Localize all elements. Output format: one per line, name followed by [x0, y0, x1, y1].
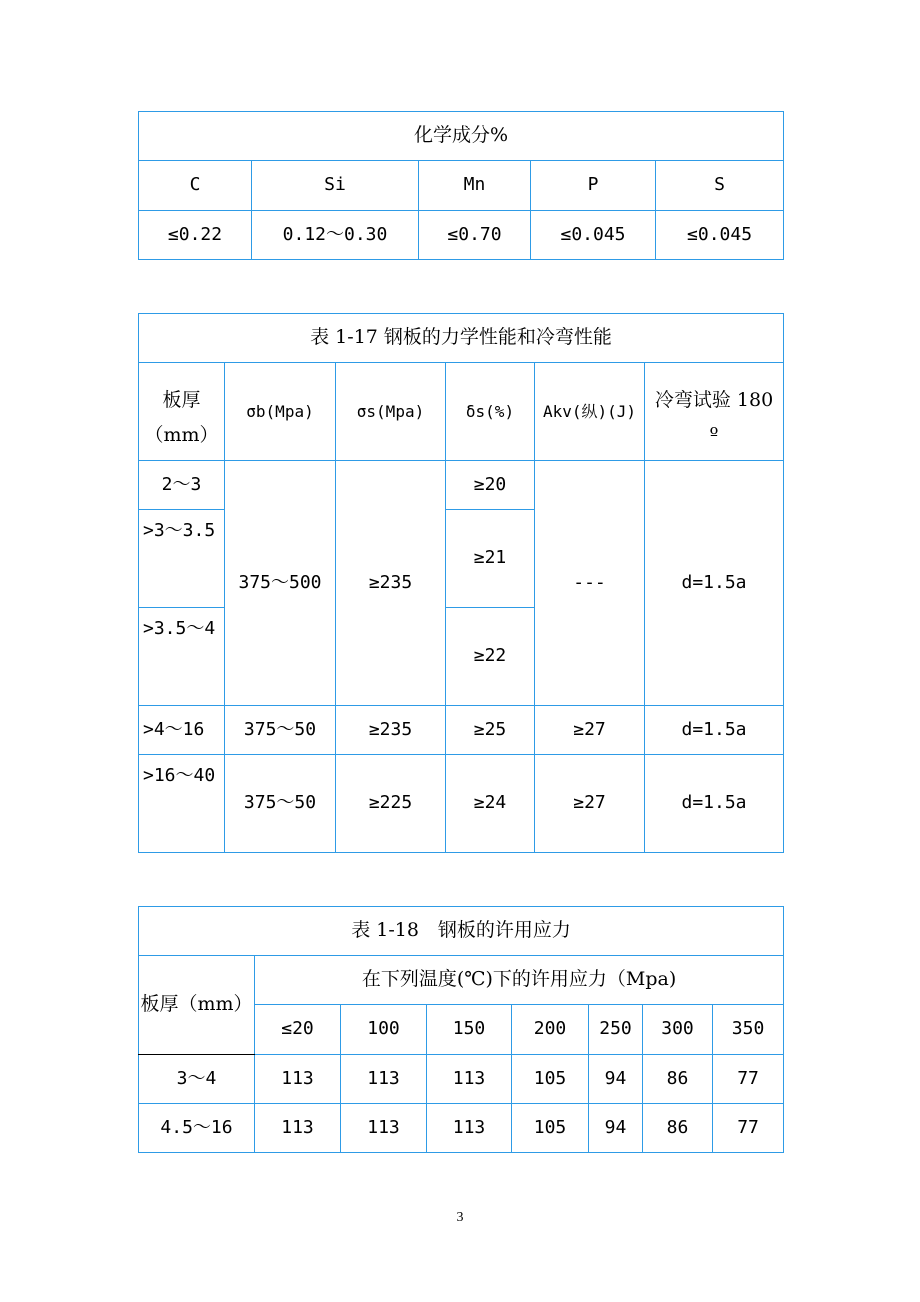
- stress-cell: 113: [341, 1104, 427, 1153]
- thickness-cell: 2～3: [139, 461, 225, 510]
- ds-cell: ≥24: [446, 755, 535, 853]
- stress-cell: 94: [589, 1055, 643, 1104]
- chemical-composition-table: [138, 111, 784, 260]
- header-ds: δs(%): [446, 363, 535, 461]
- ds-cell: ≥25: [446, 706, 535, 755]
- stress-cell: 113: [255, 1104, 341, 1153]
- header-thickness-line1: 板厚: [162, 388, 201, 411]
- header-thickness: 板厚（mm）: [139, 956, 255, 1055]
- sb-cell: 375～50: [225, 755, 336, 853]
- header-thickness-line2: （mm）: [144, 423, 219, 446]
- col-header-mn: Mn: [419, 161, 531, 211]
- header-bend: [645, 363, 784, 461]
- temp-header: 250: [589, 1005, 643, 1055]
- header-ss: σs(Mpa): [336, 363, 446, 461]
- stress-cell: 113: [255, 1055, 341, 1104]
- header-bend-line1: 冷弯试验 180: [654, 388, 774, 411]
- thickness-cell: 4.5～16: [139, 1104, 255, 1153]
- ds-cell: ≥20: [446, 461, 535, 510]
- temp-header: 350: [713, 1005, 784, 1055]
- bend-cell: d=1.5a: [645, 706, 784, 755]
- table2-title: 表 1-17 钢板的力学性能和冷弯性能: [139, 314, 784, 363]
- table1-title: 化学成分%: [139, 112, 784, 161]
- stress-cell: 77: [713, 1055, 784, 1104]
- header-bend-line2: º: [709, 423, 719, 446]
- temp-header: 300: [643, 1005, 713, 1055]
- bend-cell: d=1.5a: [645, 461, 784, 706]
- header-sb: σb(Mpa): [225, 363, 336, 461]
- col-header-s: S: [656, 161, 784, 211]
- ds-cell: ≥22: [446, 608, 535, 706]
- page-number: 3: [456, 1210, 464, 1225]
- ss-cell: ≥235: [336, 461, 446, 706]
- header-thickness: [139, 363, 225, 461]
- ss-cell: ≥225: [336, 755, 446, 853]
- col-header-si: Si: [252, 161, 419, 211]
- thickness-cell: >16～40: [139, 755, 225, 853]
- stress-cell: 113: [427, 1055, 512, 1104]
- ss-cell: ≥235: [336, 706, 446, 755]
- ds-cell: ≥21: [446, 510, 535, 608]
- thickness-cell: >3～3.5: [139, 510, 225, 608]
- value-s: ≤0.045: [656, 211, 784, 260]
- temp-header: 200: [512, 1005, 589, 1055]
- col-header-p: P: [531, 161, 656, 211]
- bend-cell: d=1.5a: [645, 755, 784, 853]
- stress-cell: 113: [427, 1104, 512, 1153]
- stress-cell: 113: [341, 1055, 427, 1104]
- stress-cell: 105: [512, 1055, 589, 1104]
- stress-cell: 86: [643, 1104, 713, 1153]
- temp-header: ≤20: [255, 1005, 341, 1055]
- akv-cell: ---: [535, 461, 645, 706]
- stress-cell: 94: [589, 1104, 643, 1153]
- allowable-stress-table: [138, 906, 784, 1153]
- akv-cell: ≥27: [535, 706, 645, 755]
- thickness-cell: >3.5～4: [139, 608, 225, 706]
- col-header-c: C: [139, 161, 252, 211]
- stress-cell: 77: [713, 1104, 784, 1153]
- temp-header: 100: [341, 1005, 427, 1055]
- stress-cell: 105: [512, 1104, 589, 1153]
- thickness-cell: >4～16: [139, 706, 225, 755]
- value-p: ≤0.045: [531, 211, 656, 260]
- value-c: ≤0.22: [139, 211, 252, 260]
- value-si: 0.12～0.30: [252, 211, 419, 260]
- header-temperature: 在下列温度(℃)下的许用应力（Mpa): [255, 956, 784, 1005]
- sb-cell: 375～50: [225, 706, 336, 755]
- table3-title: 表 1-18 钢板的许用应力: [139, 907, 784, 956]
- akv-cell: ≥27: [535, 755, 645, 853]
- thickness-cell: 3～4: [139, 1055, 255, 1104]
- temp-header: 150: [427, 1005, 512, 1055]
- stress-cell: 86: [643, 1055, 713, 1104]
- mechanical-properties-table: [138, 313, 784, 853]
- value-mn: ≤0.70: [419, 211, 531, 260]
- sb-cell: 375～500: [225, 461, 336, 706]
- header-akv: Akv(纵)(J): [535, 363, 645, 461]
